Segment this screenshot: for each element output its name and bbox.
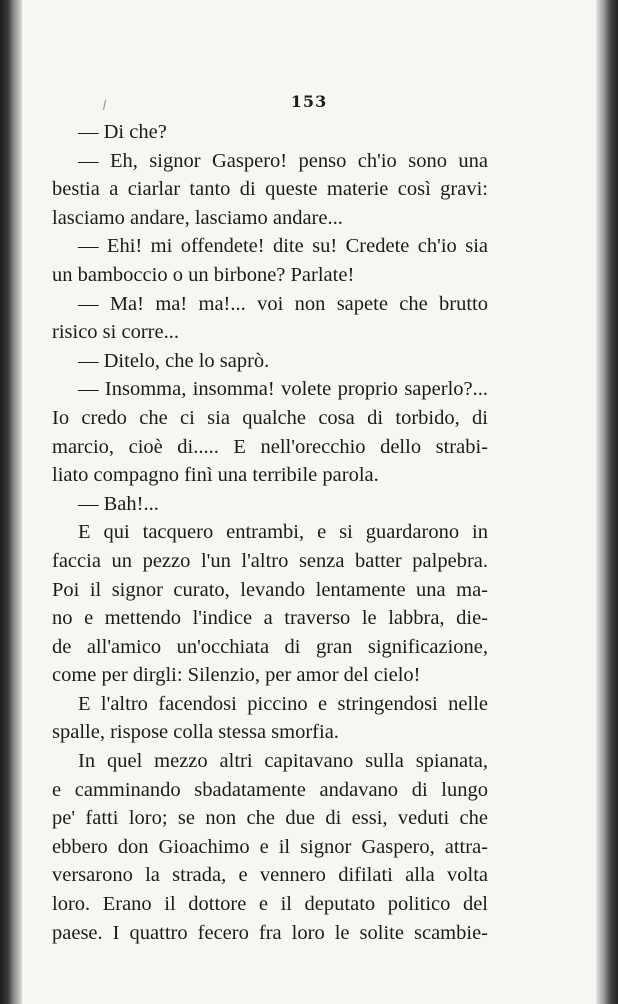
text-line: — Insomma, insomma! volete proprio saperlo?... [78, 378, 488, 401]
text-line: — Ma! ma! ma!... voi non sapete che brutto [78, 292, 488, 315]
text-line: — Di che? [78, 121, 167, 143]
right-page-edge-shadow [596, 0, 618, 1004]
text-line: versarono la strada, e vennero difilati alla volta [52, 864, 488, 887]
text-line: ebbero don Gioachimo e il signor Gaspero, attra- [52, 835, 488, 858]
text-line: Poi il signor curato, levando lentamente una ma- [52, 578, 488, 601]
text-line: come per dirgli: Silenzio, per amor del cielo! [52, 664, 421, 687]
text-line: e camminando sbadatamente andavano di lungo [52, 778, 488, 801]
text-line: faccia un pezzo l'un l'altro senza batter palpebra. [52, 549, 488, 572]
body-text [52, 118, 488, 947]
text-line: — Bah!... [78, 492, 159, 515]
text-line: marcio, cioè di..... E nell'orecchio dello strabi- [52, 435, 488, 458]
text-line: lasciamo andare, lasciamo andare... [52, 206, 343, 229]
text-line: loro. Erano il dottore e il deputato politico del [52, 893, 488, 916]
text-line: E qui tacquero entrambi, e si guardarono in [78, 521, 488, 544]
text-line: paese. I quattro fecero fra loro le solite scambie- [52, 921, 488, 944]
text-line: pe' fatti loro; se non che due di essi, veduti che [52, 807, 488, 830]
page-number: 153 [290, 92, 328, 111]
text-line: — Eh, signor Gaspero! penso ch'io sono una [78, 149, 488, 172]
text-line: no e mettendo l'indice a traverso le labbra, die- [52, 607, 488, 630]
text-line: — Ehi! mi offendete! dite su! Credete ch'io sia [78, 235, 488, 258]
text-line: Io credo che ci sia qualche cosa di torbido, di [52, 406, 488, 429]
text-line: — Ditelo, che lo saprò. [78, 349, 270, 372]
text-line: bestia a ciarlar tanto di queste materie così gravi: [52, 178, 488, 201]
text-line: risico si corre... [52, 321, 179, 344]
text-line: E l'altro facendosi piccino e stringendosi nelle [78, 692, 488, 715]
left-page-edge-shadow [0, 0, 22, 1004]
text-line: spalle, rispose colla stessa smorfia. [52, 721, 339, 744]
text-line: liato compagno finì una terribile parola. [52, 464, 379, 487]
text-line: un bamboccio o un birbone? Parlate! [52, 263, 355, 286]
text-line: de all'amico un'occhiata di gran significazione, [52, 635, 488, 658]
text-line: In quel mezzo altri capitavano sulla spianata, [78, 750, 488, 773]
